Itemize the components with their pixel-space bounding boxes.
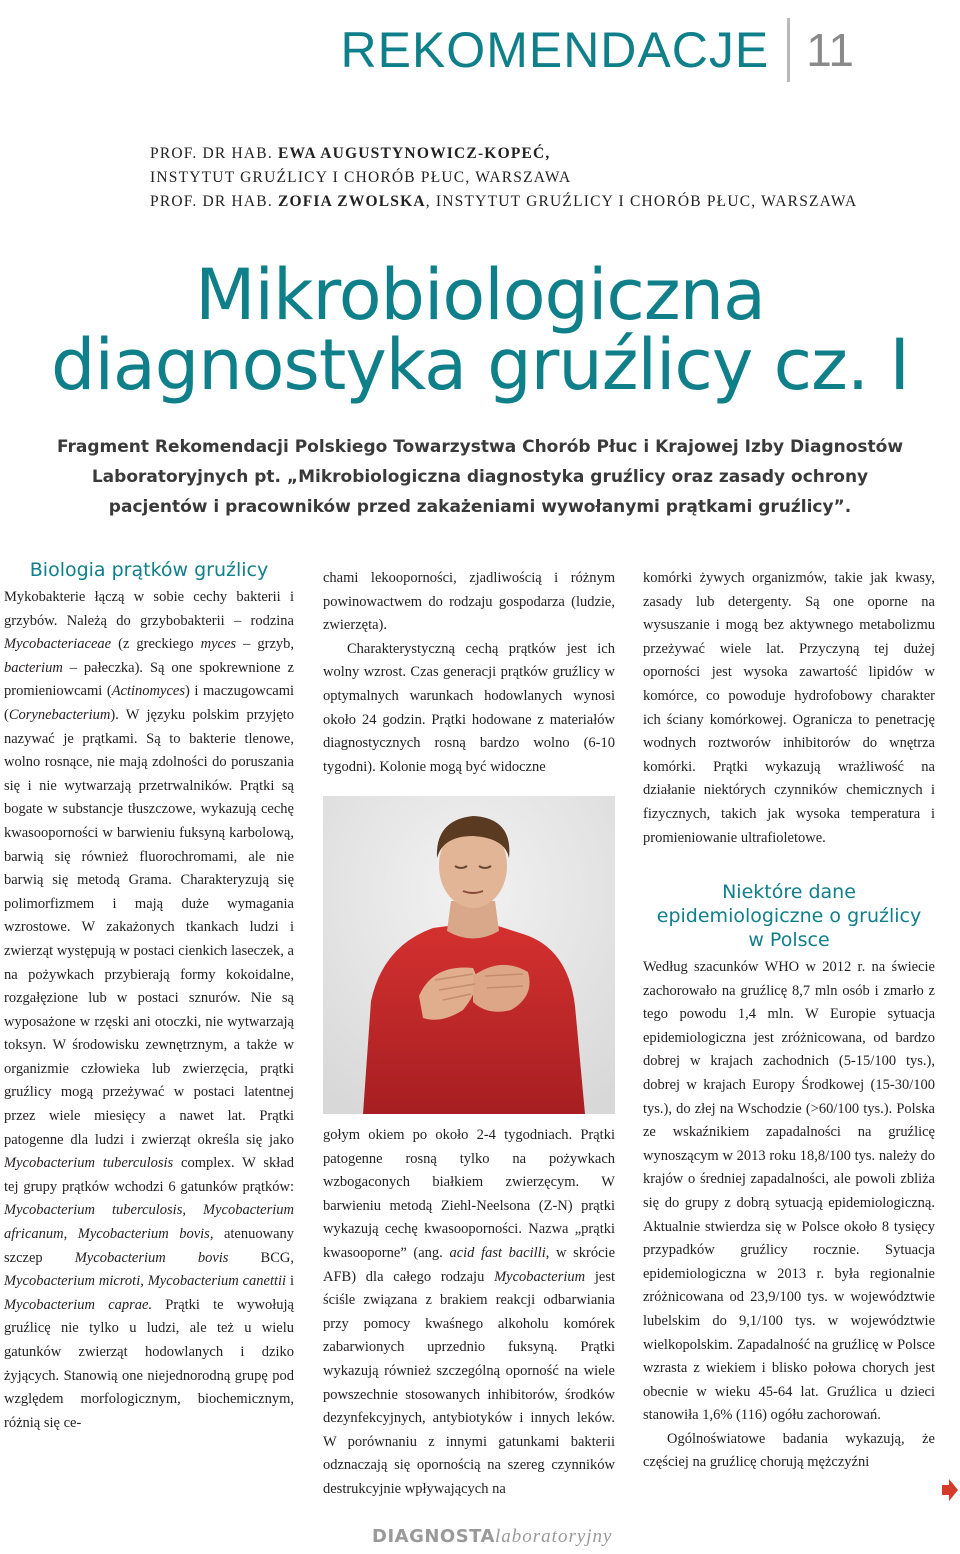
text-run: Mykobakterie łączą w sobie cechy bakterii i grzybów. Należą do grzybobakterii – rodzina [4, 589, 294, 629]
header-divider [787, 18, 790, 82]
authors-block [150, 142, 930, 214]
footer-brand-bold: DIAGNOSTA [372, 1526, 495, 1547]
italic-run: Mycobacteriaceae [4, 636, 112, 653]
article-title-line-2: diagnostyka gruźlicy cz. I [51, 324, 909, 406]
author-line-1 [150, 142, 930, 166]
author-line-2: INSTYTUT GRUŹLICY I CHORÓB PŁUC, WARSZAWA [150, 169, 572, 186]
text-run: complex. W skład tej grupy prątków wchodzi 6 gatunków prątków: [4, 1155, 295, 1195]
text-run: ) i maczugowcami ( [4, 683, 294, 723]
page-number: 11 [806, 24, 854, 76]
heading-line: epidemiologiczne o gruźlicy [656, 905, 922, 927]
column-3-bottom [643, 956, 935, 1475]
column-2-top [323, 567, 615, 779]
man-chest-pain-illustration [323, 796, 615, 1114]
italic-run: Mycobacterium caprae. [4, 1296, 153, 1313]
italic-run: Mycobacterium [494, 1268, 586, 1285]
text-run: atenuowany szczep [4, 1226, 295, 1266]
column-2-bottom [323, 1124, 615, 1502]
text-run: – grzyb, [236, 636, 294, 653]
article-photo [323, 796, 615, 1114]
article-lead: Fragment Rekomendacji Polskiego Towarzystwa Chorób Płuc i Krajowej Izby Diagnostów Laboratoryjnych pt. „Mikrobiologiczna diagnostyka gruźlicy oraz zasady ochrony pacjentów i pracowników przed zakażeniami wywołanymi prątkami gruźlicy”. [56, 437, 904, 517]
author-title: PROF. DR HAB. [150, 145, 278, 162]
text-run: i [286, 1273, 295, 1290]
text-run: , w skrócie AFB) dla całego rodzaju [323, 1244, 616, 1285]
column-3-paragraph-3: Ogólnoświatowe badania wykazują, że częściej na gruźlicę chorują mężczyźni [643, 1430, 935, 1471]
italic-run: Mycobacterium bovis, [77, 1226, 214, 1243]
author-affiliation: , INSTYTUT GRUŹLICY I CHORÓB PŁUC, WARSZAWA [425, 193, 858, 210]
section-title: REKOMENDACJE [340, 22, 770, 78]
column-3-top [643, 567, 935, 850]
italic-run: Mycobacterium microti, Mycobacterium canettii [4, 1273, 287, 1290]
text-run: ). W języku polskim przyjęto nazywać je prątkami. Są to bakterie tlenowe, wolno rosnące, nie mają zdolności do poruszania się i nie wytwarzają przetrwalników. Prątki są bogate w substancje tłuszczowe, wykazują cechę kwasooporności w barwieniu fuksyną karbolową, barwią się również fluorochromami, ale nie barwią się metodą Grama. Charakteryzują się polimorfizmem i mają duże wymagania wzrostowe. W zakażonych tkankach ludzi i zwierząt występują w postaci cienkich laseczek, a na pożywkach przybierają formy kokoidalne, rozgałęzione lub w postaci sznurów. Nie są wyposażone w rzęski ani otoczki, nie wytwarzają toksyn. W środowisku zewnętrznym, a także w organizmie człowieka lub zwierzęcia, prątki gruźlicy mogą przeżywać w postaci latentnej przez wiele miesięcy a nawet lat. Prątki patogenne dla ludzi i zwierząt określa się jako [4, 706, 294, 1148]
column-1 [4, 558, 294, 1435]
column-2-paragraph-1: chami lekooporności, zjadliwością i różnym powinowactwem do rodzaju gospodarza (ludzie, zwierzęta). [323, 570, 615, 634]
italic-run: myces [200, 636, 237, 653]
text-run: , [63, 1226, 78, 1243]
column-2-paragraph-3 [323, 1124, 615, 1502]
footer-brand [372, 1526, 613, 1548]
continue-arrow-icon [942, 1479, 958, 1501]
column-1-paragraph [4, 586, 294, 1435]
author-name: EWA AUGUSTYNOWICZ-KOPEĆ, [277, 145, 551, 162]
column-2-paragraph-2: Charakterystyczną cechą prątków jest ich wolny wzrost. Czas generacji prątków gruźlicy w optymalnych warunkach hodowlanych wynosi około 24 godzin. Prątki hodowane z materiałów diagnostycznych rosną bardzo wolno (6-10 tygodni). Kolonie mogą być widoczne [323, 640, 615, 775]
author-title: PROF. DR HAB. [150, 193, 278, 210]
footer-brand-italic: laboratoryjny [495, 1526, 613, 1547]
italic-run: Mycobacterium tuberculosis, Mycobacterium africanum [4, 1202, 294, 1243]
italic-run: Corynebacterium [8, 706, 111, 723]
italic-run: Actinomyces [111, 683, 185, 700]
text-run: Prątki te wywołują gruźlicę nie tylko u ludzi, ale też u wielu gatunków zwierząt hodowlanych i dziko żyjących. Stanowią one niejednorodną grupę pod względem morfologicznym, biochemicznym, różnią się ce- [4, 1296, 294, 1431]
heading-line: w Polsce [748, 929, 830, 951]
page-header [341, 18, 855, 82]
italic-run: Mycobacterium bovis [74, 1249, 229, 1266]
italic-run: acid fast bacilli [449, 1244, 546, 1261]
column-3-paragraph-1: komórki żywych organizmów, takie jak kwasy, zasady lub detergenty. Są one oporne na wysuszanie i mogą bez aktywnego metabolizmu przeżywać wiele lat. Przyczyną tej dużej oporności jest wysoka zawartość lipidów w komórce, co powoduje hydrofobowy charakter ich ściany komórkowej. Ogranicza to penetrację wodnych roztworów inhibitorów do wnętrza komórki. Prątki wykazują wrażliwość na działanie niektórych czynników chemicznych i fizycznych, takich jak wysoka temperatura i promieniowanie ultrafioletowe. [643, 570, 935, 846]
author-line-3 [150, 190, 930, 214]
section-heading-epidemiology [643, 880, 935, 952]
italic-run: bacterium [4, 659, 63, 676]
section-heading-biology: Biologia prątków gruźlicy [29, 559, 269, 581]
text-run: jest ściśle związana z brakiem reakcji odbarwiania przy pomocy kwaśnego alkoholu komórek zabarwionych uprzednio fuksyną. Prątki wykazują również szczególną oporność na wiele powszechnie stosowanych inhibitorów, środków dezynfekcyjnych, antybiotyków i innych leków. W porównaniu z innymi gatunkami bakterii odznaczają się opornością na szereg czynników destrukcyjnie wpływających na [323, 1268, 615, 1497]
author-name: ZOFIA ZWOLSKA [277, 193, 426, 210]
text-run: BCG, [228, 1249, 294, 1266]
text-run: (z greckiego [111, 636, 201, 653]
heading-line: Niektóre dane [722, 881, 856, 903]
text-run: gołym okiem po około 2-4 tygodniach. Prątki patogenne rosną tylko na pożywkach wzbogaconych białkiem zwierzęcym. W barwieniu metodą Ziehl-Neelsona (Z-N) prątki wykazują cechę kwasooporności. Nazwa „prątki kwasooporne” (ang. [323, 1127, 615, 1261]
italic-run: Mycobacterium tuberculosis [4, 1155, 174, 1172]
column-3-paragraph-2: Według szacunków WHO w 2012 r. na świecie zachorowało na gruźlicę 8,7 mln osób i zmarło z tego powodu 1,4 mln. W Europie sytuacja epidemiologiczna jest zróżnicowana, od bardzo dobrej w krajach zachodnich (5-15/100 tys.), dobrej w krajach Europy Środkowej (15-30/100 tys.), do złej na Wschodzie (>60/100 tys.). Polska ze wskaźnikiem zapadalności na gruźlicę wynoszącym w 2013 roku 18,8/100 tys. należy do krajów o średniej zapadalności, ale powoli zbliża się do grupy z dobrą sytuacją epidemiologiczną. Aktualnie stwierdza się w Polsce około 8 tysięcy przypadków gruźlicy rocznie. Sytuacja epidemiologiczna w 2013 r. była regionalnie zróżnicowana od 23,9/100 tys. w województwie lubelskim do 9,1/100 tys. w województwie wielkopolskim. Zapadalność na gruźlicę w Polsce wzrasta z wiekiem i blisko połowa chorych jest obecnie w wieku 45-64 lat. Gruźlica u dzieci stanowiła 1,6% (116) ogółu zachorowań. [643, 959, 935, 1424]
article-title-line-1: Mikrobiologiczna [195, 254, 765, 336]
text-run: – pałeczka). Są one spokrewnione z promieniowcami ( [4, 659, 294, 700]
